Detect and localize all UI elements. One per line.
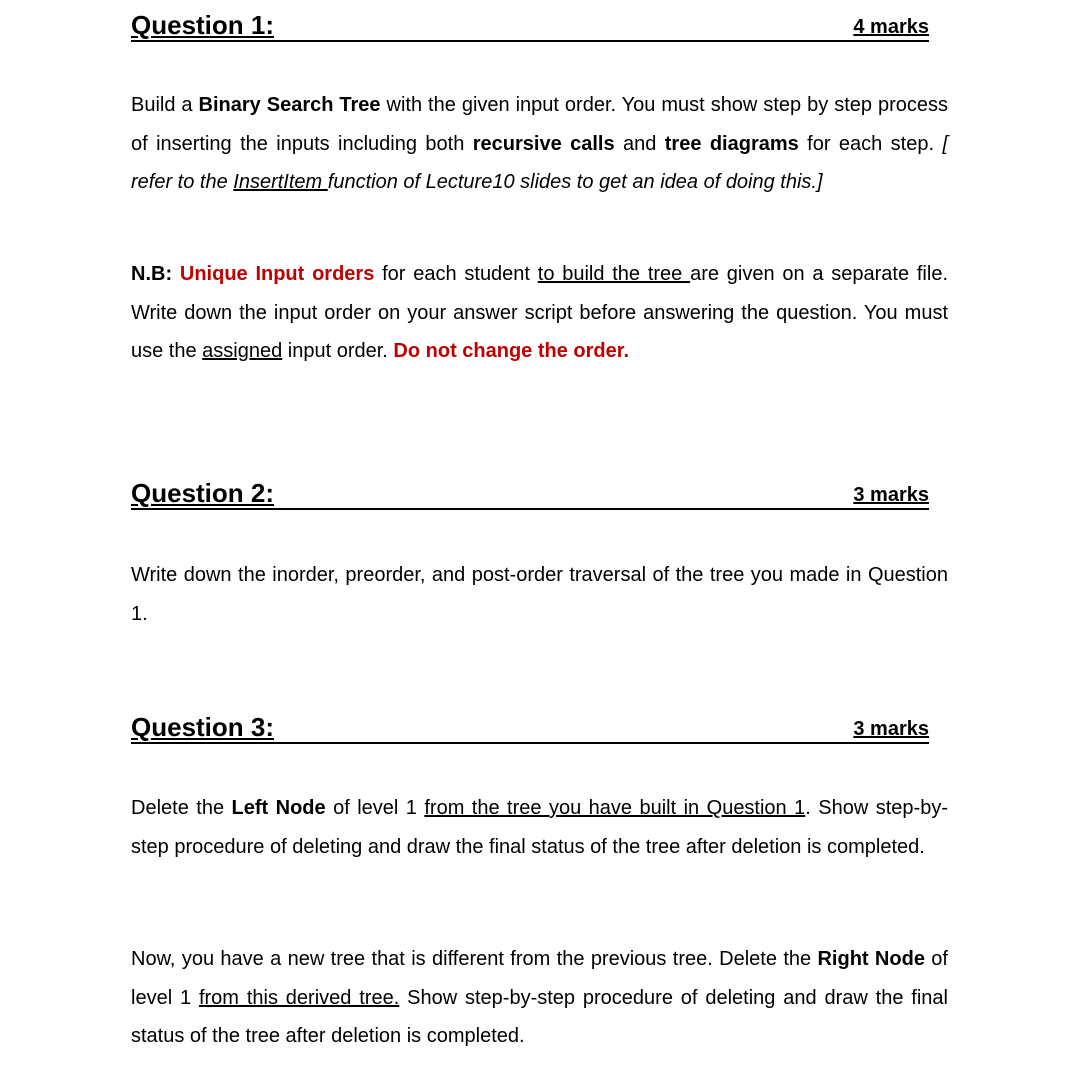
bold-term: Left Node: [231, 797, 326, 819]
text: Show step-by-step procedure of deleting and draw the final status of the tree after deletion is completed.: [131, 986, 948, 1047]
question-1-instructions: [131, 86, 948, 202]
text: with the given input order. You must show step by step process of inserting the inputs including both: [131, 94, 948, 155]
red-emphasis: Unique Input orders: [179, 263, 375, 285]
text: of level 1: [131, 948, 948, 1009]
text: of level 1: [325, 797, 425, 819]
question-1-title: Question 1:: [131, 10, 275, 40]
bold-term: Right Node: [817, 948, 925, 970]
question-2-header: [131, 472, 929, 510]
bold-term: tree diagrams: [664, 132, 799, 155]
text: Build a: [131, 94, 199, 116]
question-3-title: Question 3:: [131, 712, 275, 742]
question-1-nb-note: [131, 255, 948, 371]
text: and: [614, 132, 665, 155]
text: input order.: [282, 340, 394, 362]
question-3-instructions-part-1: [131, 789, 948, 866]
underlined-text: assigned: [202, 340, 283, 362]
question-1-marks: 4 marks: [853, 16, 929, 38]
text: for each student: [374, 263, 538, 285]
underlined-text: from this derived tree.: [198, 986, 400, 1009]
italic-note: function of Lecture10 slides to get an idea of doing this.]: [327, 171, 823, 193]
text: are given on a separate file. Write down the input order on your answer script before answering the question. You must use the: [131, 263, 949, 362]
italic-note: [ refer to the: [131, 132, 948, 193]
question-3-header: [131, 706, 929, 744]
italic-underlined-function-name: InsertItem: [233, 171, 328, 193]
nb-label: N.B:: [131, 263, 173, 285]
question-2-marks: 3 marks: [853, 484, 929, 506]
question-3-marks: 3 marks: [853, 718, 929, 740]
text: . Show step-by-step procedure of deleting and draw the final status of the tree after deletion is completed.: [131, 797, 948, 858]
question-1-header: [131, 4, 929, 42]
underlined-text: to build the tree: [537, 263, 691, 285]
text: Now, you have a new tree that is different from the previous tree. Delete the: [131, 948, 818, 970]
red-emphasis: Do not change the order.: [393, 340, 629, 362]
bold-term: recursive calls: [472, 132, 615, 155]
bold-term: Binary Search Tree: [198, 94, 381, 116]
question-2-title: Question 2:: [131, 478, 275, 508]
question-2-instructions: Write down the inorder, preorder, and post-order traversal of the tree you made in Question 1.: [131, 564, 948, 625]
text: for each step.: [798, 132, 943, 155]
question-3-instructions-part-2: [131, 940, 948, 1056]
underlined-text: from the tree you have built in Question 1: [424, 797, 806, 819]
text: Delete the: [131, 797, 232, 819]
